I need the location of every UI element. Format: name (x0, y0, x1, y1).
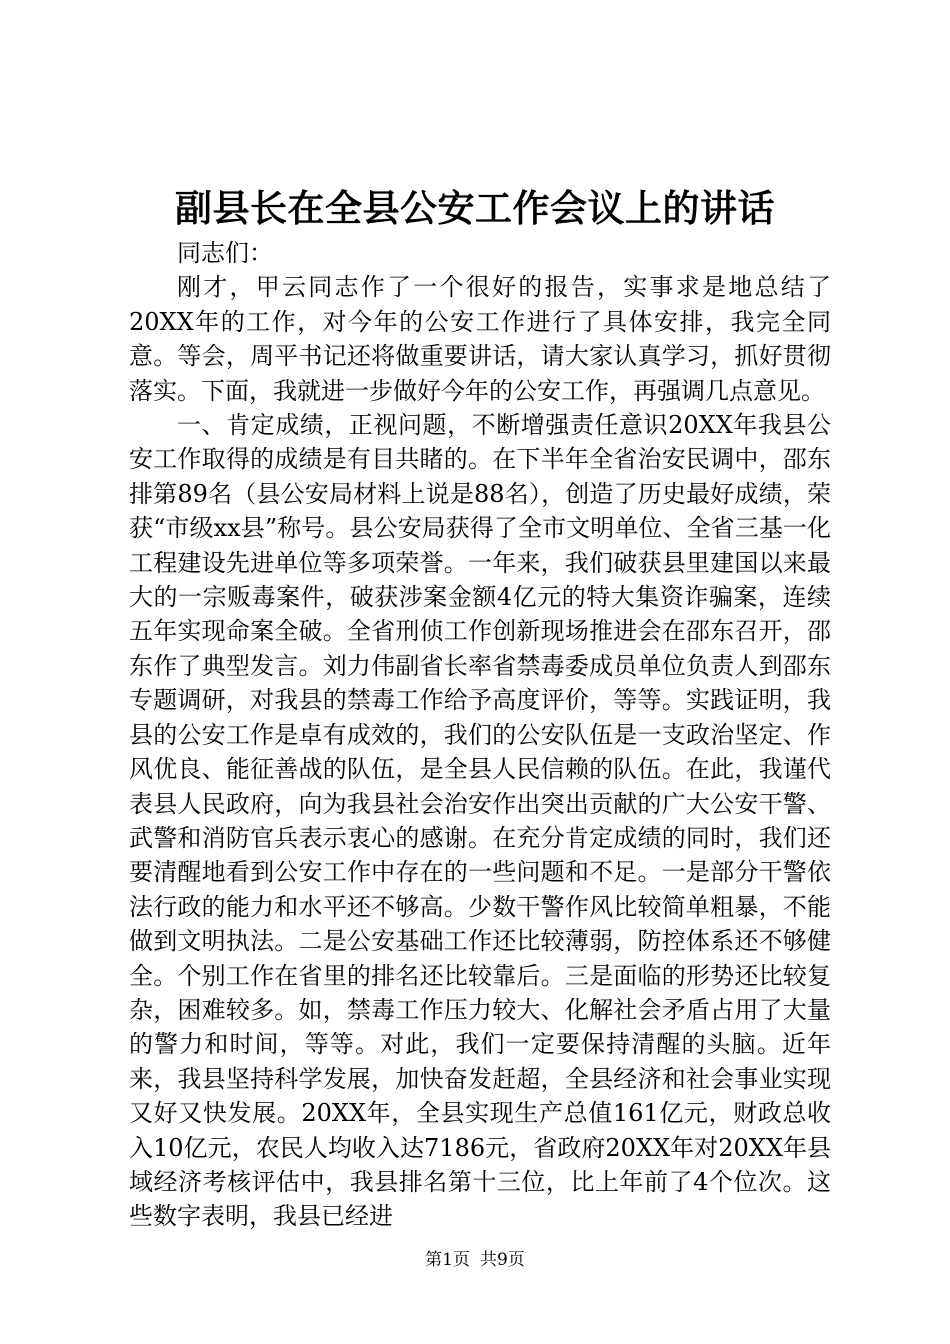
document-title: 副县长在全县公安工作会议上的讲话 (175, 186, 775, 230)
paragraph-section-one: 一、肯定成绩，正视问题，不断增强责任意识20XX年我县公安工作取得的成绩是有目共睹的。在下半年全省治安民调中，邵东排第89名（县公安局材料上说是88名），创造了历史最好成绩，荣获“市级xx县”称号。县公安局获得了全市文明单位、全省三基一化工程建设先进单位等多项荣誉。一年来，我们破获县里建国以来最大的一宗贩毒案件，破获涉案金额4亿元的特大集资诈骗案，连续五年实现命案全破。全省刑侦工作创新现场推进会在邵东召开，邵东作了典型发言。刘力伟副省长率省禁毒委成员单位负责人到邵东专题调研，对我县的禁毒工作给予高度评价，等等。实践证明，我县的公安工作是卓有成效的，我们的公安队伍是一支政治坚定、作风优良、能征善战的队伍，是全县人民信赖的队伍。在此，我谨代表县人民政府，向为我县社会治安作出突出贡献的广大公安干警、武警和消防官兵表示衷心的感谢。在充分肯定成绩的同时，我们还要清醒地看到公安工作中存在的一些问题和不足。一是部分干警依法行政的能力和水平还不够高。少数干警作风比较简单粗暴，不能做到文明执法。二是公安基础工作还比较薄弱，防控体系还不够健全。个别工作在省里的排名还比较靠后。三是面临的形势还比较复杂，困难较多。如，禁毒工作压力较大、化解社会矛盾占用了大量的警力和时间，等等。对此，我们一定要保持清醒的头脑。近年来，我县坚持科学发展，加快奋发赶超，全县经济和社会事业实现又好又快发展。20XX年，全县实现生产总值161亿元，财政总收入10亿元，农民人均收入达7186元，省政府20XX年对20XX年县域经济考核评估中，我县排名第十三位，比上年前了4个位次。这些数字表明，我县已经进 (129, 411, 831, 1231)
page-footer (0, 1248, 950, 1272)
page-total: 共9页 (480, 1250, 525, 1270)
document-body (129, 236, 831, 1234)
paragraph-intro: 刚才，甲云同志作了一个很好的报告，实事求是地总结了20XX年的工作，对今年的公安工作进行了具体安排，我完全同意。等会，周平书记还将做重要讲话，请大家认真学习，抓好贯彻落实。下面，我就进一步做好今年的公安工作，再强调几点意见。 (129, 273, 831, 405)
page-number: 第1页 (425, 1250, 470, 1270)
salutation: 同志们： (177, 239, 273, 267)
